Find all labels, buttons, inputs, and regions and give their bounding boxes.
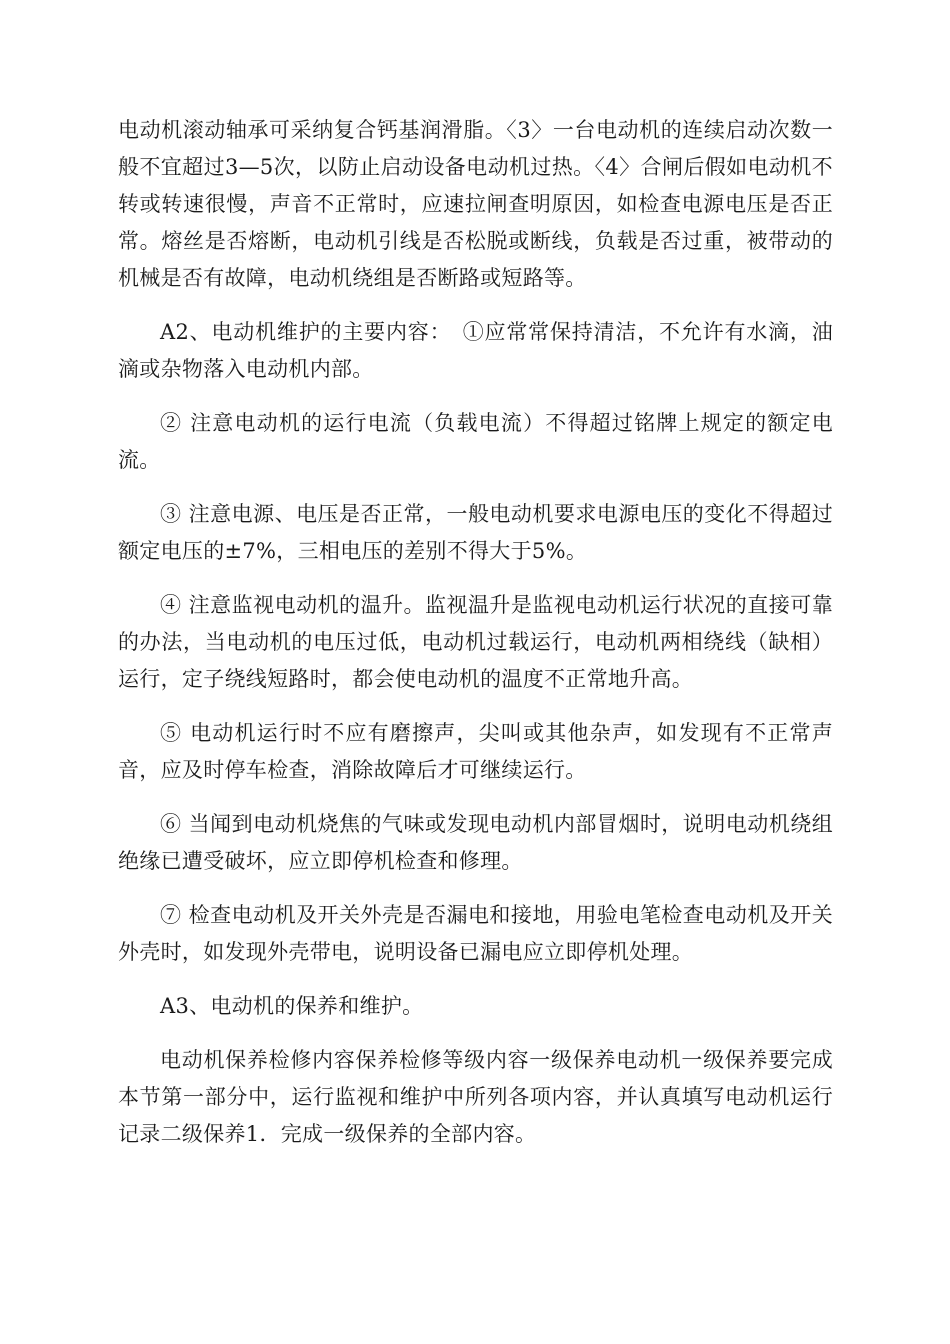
- paragraph-item-5-noise: ⑤ 电动机运行时不应有磨擦声，尖叫或其他杂声，如发现有不正常声音，应及时停车检查，消除故障后才可继续运行。: [118, 721, 833, 782]
- paragraph-item-2-current: ② 注意电动机的运行电流（负载电流）不得超过铭牌上规定的额定电流。: [118, 411, 833, 472]
- paragraph-a2-maintenance-content: A2、电动机维护的主要内容： ①应常常保持清洁，不允许有水滴，油滴或杂物落入电动机内部。: [118, 320, 833, 381]
- paragraph-item-7-leakage: ⑦ 检查电动机及开关外壳是否漏电和接地，用验电笔检查电动机及开关外壳时，如发现外壳带电，说明设备已漏电应立即停机处理。: [118, 903, 833, 964]
- paragraph-a3-heading: A3、电动机的保养和维护。: [160, 994, 424, 1018]
- document-body: [118, 112, 833, 1170]
- paragraph-item-4-temperature: ④ 注意监视电动机的温升。监视温升是监视电动机运行状况的直接可靠的办法，当电动机的电压过低，电动机过载运行，电动机两相绕线（缺相）运行，定子绕线短路时，都会使电动机的温度不正常地升高。: [118, 593, 833, 691]
- paragraph-bearing-lubrication: 电动机滚动轴承可采纳复合钙基润滑脂。〈3〉一台电动机的连续启动次数一般不宜超过3—5次，以防止启动设备电动机过热。〈4〉合闸后假如电动机不转或转速很慢，声音不正常时，应速拉闸查明原因，如检查电源电压是否正常。熔丝是否熔断，电动机引线是否松脱或断线，负载是否过重，被带动的机械是否有故障，电动机绕组是否断路或短路等。: [118, 118, 833, 290]
- paragraph-maintenance-levels: 电动机保养检修内容保养检修等级内容一级保养电动机一级保养要完成本节第一部分中，运行监视和维护中所列各项内容，并认真填写电动机运行记录二级保养1．完成一级保养的全部内容。: [118, 1048, 833, 1146]
- paragraph-item-6-smoke: ⑥ 当闻到电动机烧焦的气味或发现电动机内部冒烟时，说明电动机绕组绝缘已遭受破坏，应立即停机检查和修理。: [118, 812, 833, 873]
- paragraph-item-3-voltage: ③ 注意电源、电压是否正常，一般电动机要求电源电压的变化不得超过额定电压的±7%，三相电压的差别不得大于5%。: [118, 502, 833, 563]
